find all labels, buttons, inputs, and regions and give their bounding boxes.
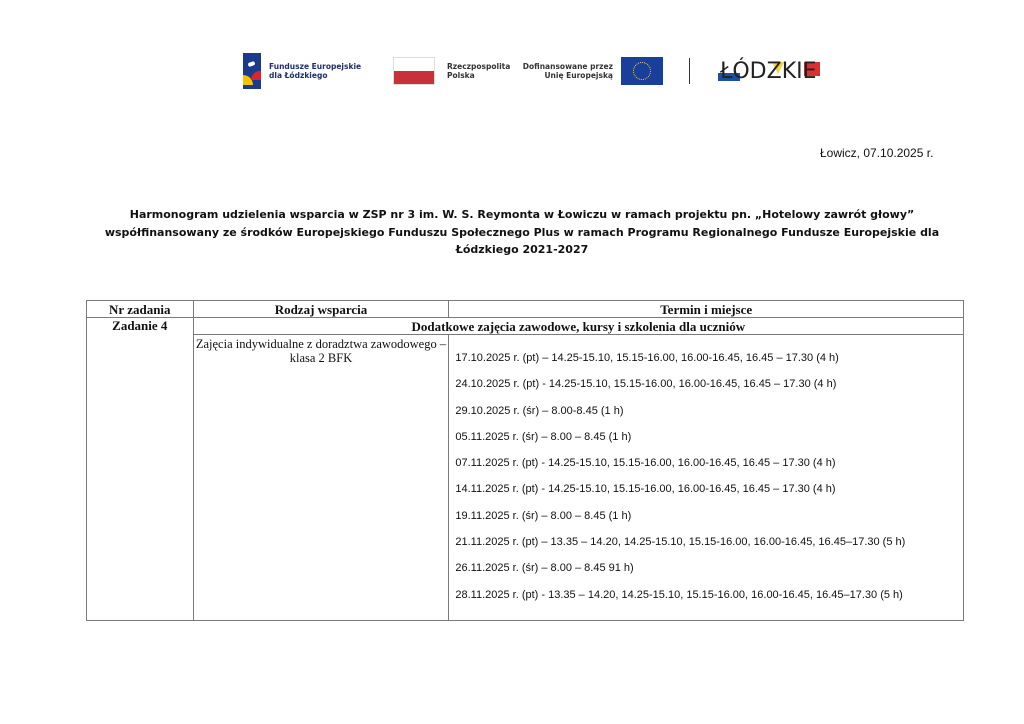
pl-logo-line2: Polska: [447, 71, 475, 80]
column-header-task-number: Nr zadania: [87, 301, 194, 318]
term-item: 24.10.2025 r. (pt) - 14.25-15.10, 15.15-16.00, 16.00-16.45, 16.45 – 17.30 (4 h): [455, 378, 837, 391]
logo-eu-cofinanced: [513, 57, 663, 85]
logo-rzeczpospolita-polska: [369, 57, 513, 85]
logo-bar: [243, 50, 826, 92]
logo-divider: [689, 58, 690, 84]
term-item: 05.11.2025 r. (śr) – 8.00 – 8.45 (1 h): [455, 430, 632, 443]
term-item: 21.11.2025 r. (pt) – 13.35 – 14.20, 14.25-15.10, 15.15-16.00, 16.00-16.45, 16.45–17.30 (5 h): [455, 536, 906, 549]
title-line-2: współfinansowany ze środków Europejskiego Funduszu Społecznego Plus w ramach Programu Regionalnego Fundusze Europejskie dla: [104, 225, 940, 239]
title-line-3: Łódzkiego 2021-2027: [455, 243, 589, 256]
column-header-support-type: Rodzaj wsparcia: [193, 301, 449, 318]
eu-logo-line2: Unię Europejską: [544, 71, 613, 80]
logo-fundusze-europejskie: [243, 53, 369, 89]
schedule-table: [86, 300, 964, 621]
task-number-cell: Zadanie 4: [87, 318, 194, 621]
title-line-1: Harmonogram udzielenia wsparcia w ZSP nr 3 im. W. S. Reymonta w Łowiczu w ramach projektu pn. „Hotelowy zawrót głowy”: [129, 208, 915, 221]
term-item: 28.11.2025 r. (pt) - 13.35 – 14.20, 14.25-15.10, 15.15-16.00, 16.00-16.45, 16.45–17.30 (5 h): [455, 588, 903, 601]
eu-logo-line1: Dofinansowane przez: [522, 62, 613, 71]
term-item: 19.11.2025 r. (śr) – 8.00 – 8.45 (1 h): [455, 509, 632, 522]
pl-logo-line1: Rzeczpospolita: [447, 62, 511, 71]
support-type-cell: Zajęcia indywidualne z doradztwa zawodowego – klasa 2 BFK: [193, 335, 449, 621]
document-title: [90, 206, 954, 259]
fundusze-europejskie-flag-icon: [243, 53, 261, 89]
table-header-row: [87, 301, 964, 318]
lodzkie-wordmark: ŁÓDZKIE: [720, 59, 817, 84]
logo-lodzkie: [718, 57, 826, 85]
fe-logo-line1: Fundusze Europejskie: [269, 62, 362, 71]
section-title-cell: Dodatkowe zajęcia zawodowe, kursy i szkolenia dla uczniów: [193, 318, 963, 335]
column-header-date-place: Termin i miejsce: [449, 301, 964, 318]
fe-logo-line2: dla Łódzkiego: [269, 71, 328, 80]
term-item: 17.10.2025 r. (pt) – 14.25-15.10, 15.15-16.00, 16.00-16.45, 16.45 – 17.30 (4 h): [455, 352, 839, 364]
polish-flag-icon: [393, 57, 435, 85]
eu-flag-icon: [621, 57, 663, 85]
term-item: 07.11.2025 r. (pt) - 14.25-15.10, 15.15-16.00, 16.00-16.45, 16.45 – 17.30 (4 h): [455, 457, 836, 470]
terms-cell: [449, 335, 964, 621]
table-row-content: [87, 335, 964, 621]
term-item: 26.11.2025 r. (śr) – 8.00 – 8.45 91 h): [455, 562, 634, 575]
term-item: 29.10.2025 r. (śr) – 8.00-8.45 (1 h): [455, 404, 624, 417]
place-date: Łowicz, 07.10.2025 r.: [820, 146, 934, 160]
term-item: 14.11.2025 r. (pt) - 14.25-15.10, 15.15-16.00, 16.00-16.45, 16.45 – 17.30 (4 h): [455, 483, 836, 496]
table-row-section: [87, 318, 964, 335]
